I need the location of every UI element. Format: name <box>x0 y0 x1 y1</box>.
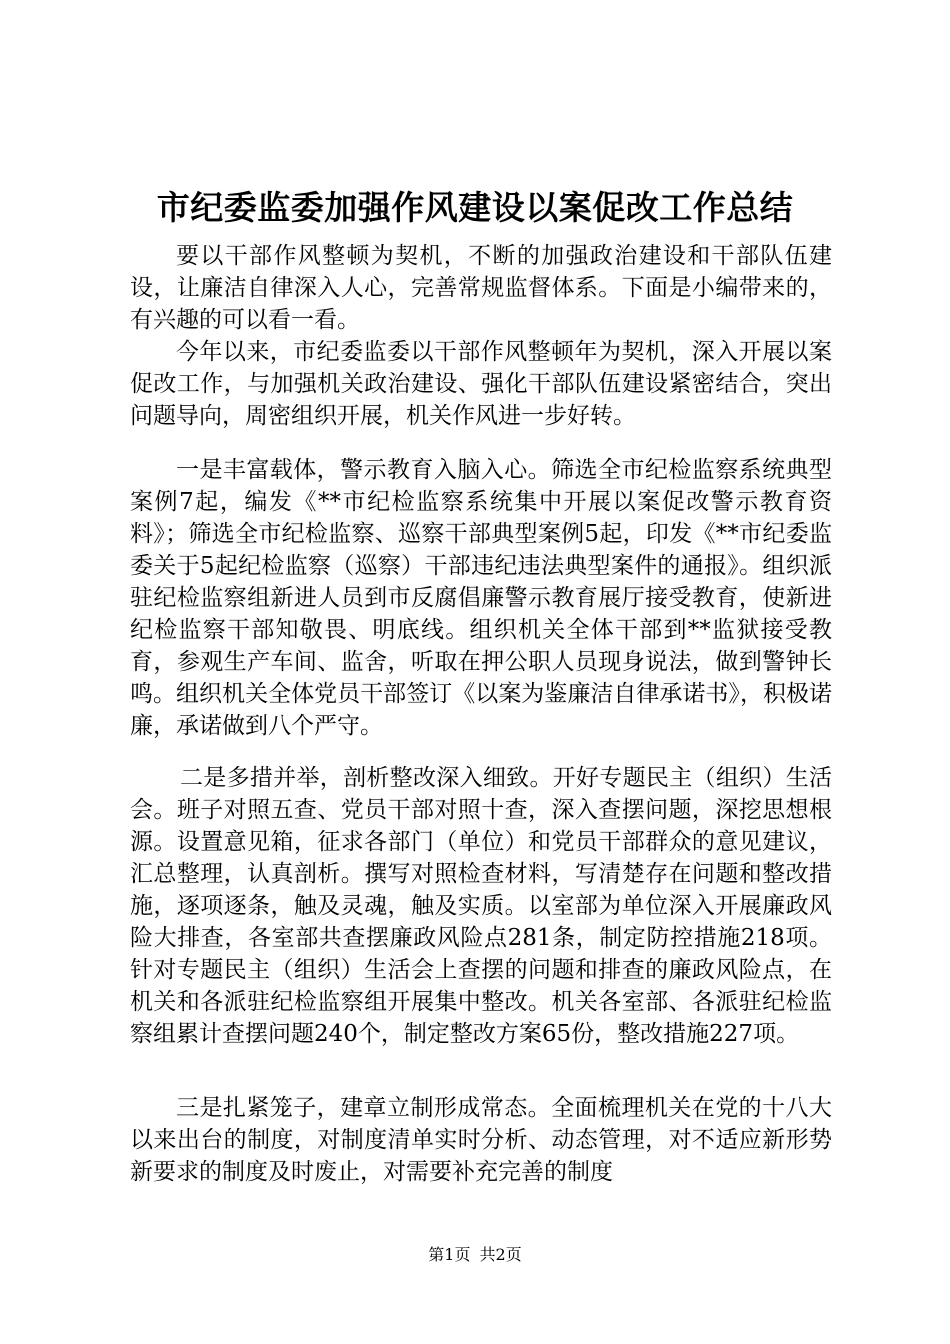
document-title: 市纪委监委加强作风建设以案促改工作总结 <box>156 188 794 227</box>
overview-paragraph: 今年以来，市纪委监委以干部作风整顿年为契机，深入开展以案促改工作，与加强机关政治建设、强化干部队伍建设紧密结合，突出问题导向，周密组织开展，机关作风进一步好转。 <box>130 339 832 429</box>
section-three-paragraph: 三是扎紧笼子，建章立制形成常态。全面梳理机关在党的十八大以来出台的制度，对制度清单实时分析、动态管理，对不适应新形势新要求的制度及时废止，对需要补充完善的制度 <box>130 1095 832 1185</box>
intro-paragraph: 要以干部作风整顿为契机，不断的加强政治建设和干部队伍建设，让廉洁自律深入人心，完善常规监督体系。下面是小编带来的，有兴趣的可以看一看。 <box>130 243 832 333</box>
section-one-paragraph: 一是丰富载体，警示教育入脑入心。筛选全市纪检监察系统典型案例7起，编发《**市纪检监察系统集中开展以案促改警示教育资料》；筛选全市纪检监察、巡察干部典型案例5起，印发《**市纪委监委关于5起纪检监察（巡察）干部违纪违法典型案件的通报》。组织派驻纪检监察组新进人员到市反腐倡廉警示教育展厅接受教育，使新进纪检监察干部知敬畏、明底线。组织机关全体干部到**监狱接受教育，参观生产车间、监舍，听取在押公职人员现身说法，做到警钟长鸣。组织机关全体党员干部签订《以案为鉴廉洁自律承诺书》，积极诺廉，承诺做到八个严守。 <box>130 457 832 739</box>
section-two-paragraph: 二是多措并举，剖析整改深入细致。开好专题民主（组织）生活会。班子对照五查、党员干部对照十查，深入查摆问题，深挖思想根源。设置意见箱，征求各部门（单位）和党员干部群众的意见建议，汇总整理，认真剖析。撰写对照检查材料，写清楚存在问题和整改措施，逐项逐条，触及灵魂，触及实质。以室部为单位深入开展廉政风险大排查，各室部共查摆廉政风险点281条，制定防控措施218项。针对专题民主（组织）生活会上查摆的问题和排查的廉政风险点，在机关和各派驻纪检监察组开展集中整改。机关各室部、各派驻纪检监察组累计查摆问题240个，制定整改方案65份，整改措施227项。 <box>130 765 832 1047</box>
page-number-current: 第1页 <box>428 1245 471 1264</box>
page-footer <box>0 1244 950 1266</box>
page-number-total: 共2页 <box>479 1245 522 1264</box>
